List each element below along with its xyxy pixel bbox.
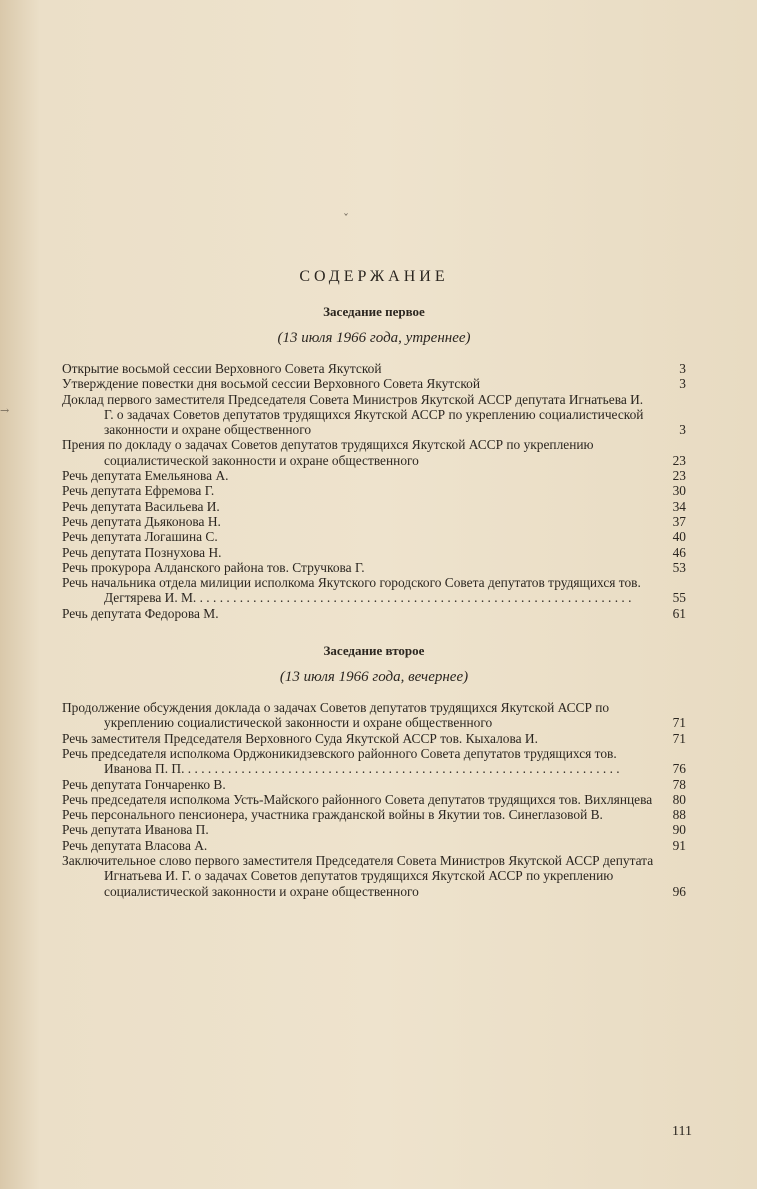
toc-entry (62, 376, 686, 391)
entry-title: Речь депутата Федорова М. . . . (62, 606, 654, 621)
session-heading: Заседание первое (323, 304, 425, 319)
entry-title: Речь депутата Познухова Н. . . . (62, 545, 654, 560)
entry-title: Речь прокурора Алданского района тов. Стручкова Г. . . . (62, 560, 654, 575)
toc-entry (62, 560, 686, 575)
entry-title: Доклад первого заместителя Председателя Совета Министров Якутской АССР депутата Игнатьева И. Г. о задачах Советов депутатов трудящихся Якутской АССР по укреплению социалистической законности и охране общественного . . . (62, 392, 654, 438)
entry-title: Прения по докладу о задачах Советов депутатов трудящихся Якутской АССР по укреплению социалистической законности и охране общественного . . . (62, 437, 654, 468)
entry-page-number: 30 (672, 483, 686, 499)
toc-entry (62, 777, 686, 792)
edge-mark: → (0, 404, 10, 417)
toc-entry (62, 700, 686, 731)
entry-page-number: 53 (672, 559, 686, 575)
table-of-contents (62, 268, 686, 921)
entry-title: Речь начальника отдела милиции исполкома Якутского городского Совета депутатов трудящихся тов. Дегтярева И. М. . . . (62, 575, 654, 606)
entry-title: Речь депутата Ефремова Г. . . . (62, 483, 654, 498)
entry-title: Утверждение повестки дня восьмой сессии Верховного Совета Якутской . . . (62, 376, 654, 391)
entry-page-number: 55 (672, 590, 686, 606)
entry-title: Речь депутата Власова А. . . . (62, 838, 654, 853)
toc-entry (62, 437, 686, 468)
toc-entry (62, 545, 686, 560)
entry-title: Речь персонального пенсионера, участника гражданской войны в Якутии тов. Синеглазовой В. . . . (62, 807, 654, 822)
session-block (62, 643, 686, 899)
entry-title: Речь депутата Дьяконова Н. . . . (62, 514, 654, 529)
entry-title: Речь заместителя Председателя Верховного Суда Якутской АССР тов. Кыхалова И. . . . (62, 731, 654, 746)
entry-page-number: 71 (672, 730, 686, 746)
entry-page-number: 78 (672, 776, 686, 792)
entry-page-number: 61 (672, 605, 686, 621)
entry-page-number: 37 (672, 513, 686, 529)
entry-title: Речь депутата Васильева И. . . . (62, 499, 654, 514)
entry-title: Открытие восьмой сессии Верховного Совета Якутской . . . (62, 361, 654, 376)
toc-entry (62, 529, 686, 544)
entry-title: Речь председателя исполкома Орджоникидзевского районного Совета депутатов трудящихся тов. Иванова П. П. . . . (62, 746, 654, 777)
toc-entry (62, 792, 686, 807)
toc-entry (62, 807, 686, 822)
toc-entry (62, 483, 686, 498)
entry-title: Речь депутата Логашина С. . . . (62, 529, 654, 544)
entry-title: Речь депутата Иванова П. . . . (62, 822, 654, 837)
toc-entry (62, 575, 686, 606)
toc-entry (62, 853, 686, 899)
toc-entry (62, 822, 686, 837)
session-date: (13 июля 1966 года, вечернее) (279, 669, 469, 686)
toc-entry (62, 746, 686, 777)
entry-page-number: 3 (679, 422, 686, 438)
entry-title: Речь председателя исполкома Усть-Майского районного Совета депутатов трудящихся тов. Вихлянцева . . . (62, 792, 654, 807)
entry-page-number: 23 (672, 452, 686, 468)
page-title: СОДЕРЖАНИЕ (299, 268, 449, 285)
toc-entry (62, 499, 686, 514)
toc-entry (62, 468, 686, 483)
entry-page-number: 23 (672, 468, 686, 484)
entry-list (62, 700, 686, 899)
entry-page-number: 80 (672, 791, 686, 807)
entry-page-number: 34 (672, 498, 686, 514)
entry-title: Заключительное слово первого заместителя Председателя Совета Министров Якутской АССР депутата Игнатьева И. Г. о задачах Советов депутатов трудящихся Якутской АССР по укреплению социалистической законности и охране общественного . . . (62, 853, 654, 899)
entry-page-number: 71 (672, 715, 686, 731)
toc-entry (62, 361, 686, 376)
entry-page-number: 3 (679, 361, 686, 376)
entry-title: Речь депутата Гончаренко В. . . . (62, 777, 654, 792)
toc-entry (62, 731, 686, 746)
entry-page-number: 76 (672, 761, 686, 777)
toc-entry (62, 392, 686, 438)
toc-entry (62, 606, 686, 621)
entry-list (62, 361, 686, 621)
session-date: (13 июля 1966 года, утреннее) (277, 330, 471, 346)
toc-entry (62, 838, 686, 853)
entry-title: Речь депутата Емельянова А. . . . (62, 468, 654, 483)
entry-page-number: 88 (672, 807, 686, 823)
page-number: 111 (672, 1124, 692, 1139)
entry-page-number: 91 (672, 837, 686, 853)
session-block (62, 304, 686, 621)
entry-page-number: 46 (672, 544, 686, 560)
entry-page-number: 3 (679, 376, 686, 392)
entry-page-number: 40 (672, 529, 686, 545)
entry-page-number: 90 (672, 822, 686, 838)
entry-title: Продолжение обсуждения доклада о задачах Советов депутатов трудящихся Якутской АССР по укреплению социалистической законности и охране общественного . . . (62, 700, 654, 731)
entry-page-number: 96 (672, 883, 686, 899)
session-heading: Заседание второе (323, 643, 425, 659)
toc-entry (62, 514, 686, 529)
ink-mark: ˇ (343, 212, 349, 226)
